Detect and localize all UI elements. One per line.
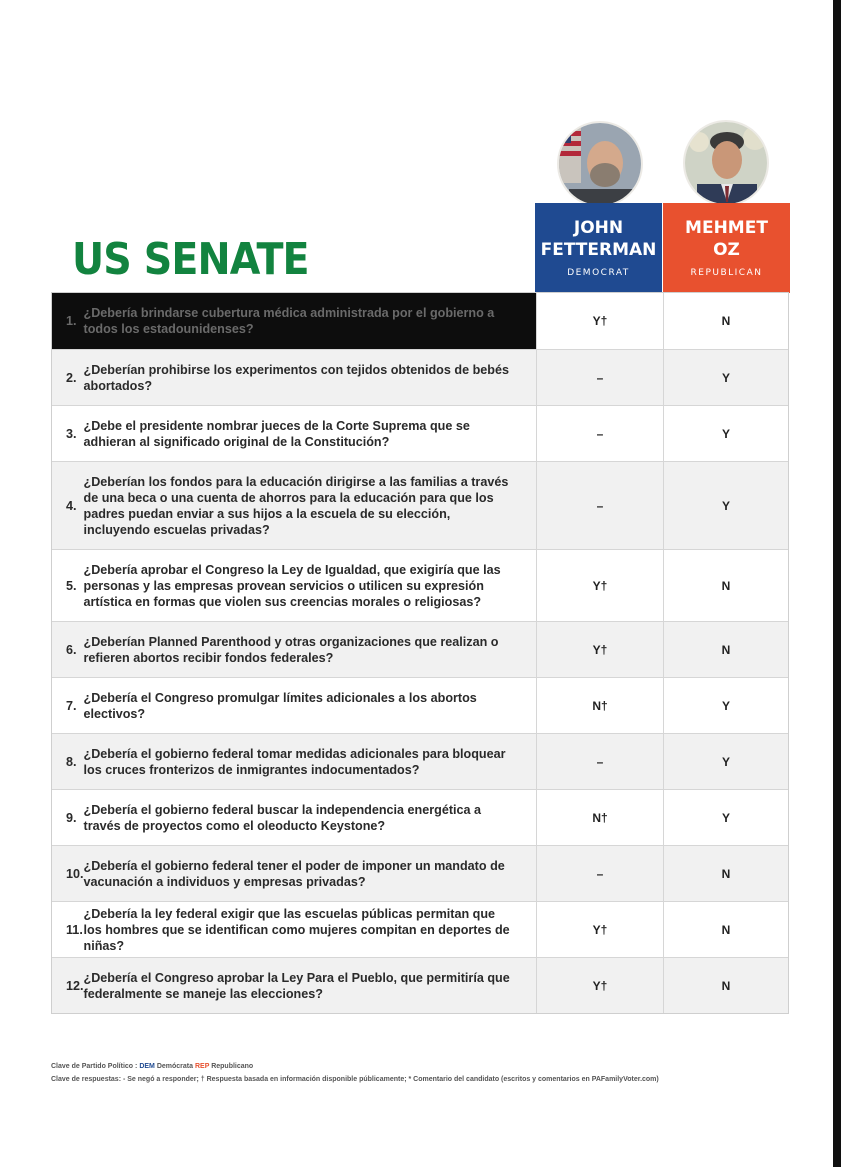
party-key (51, 1063, 253, 1070)
fetterman-photo (557, 121, 643, 207)
question-text: ¿Debería el Congreso aprobar la Ley Para el Pueblo, que permitiría que federalmente se maneje las elecciones? (83, 970, 510, 1001)
republican-answer: Y (663, 406, 788, 461)
question-number: 9. (66, 810, 77, 825)
question-cell (52, 406, 536, 461)
page-edge-bar (833, 0, 841, 1167)
table-row (52, 733, 788, 789)
question-cell (52, 462, 536, 549)
question-number: 3. (66, 426, 77, 441)
question-cell (52, 790, 536, 845)
candidate-party: REPUBLICAN (690, 268, 763, 278)
party-rep-text: Republicano (211, 1063, 254, 1070)
question-text: ¿Debería el Congreso promulgar límites adicionales a los abortos electivos? (83, 690, 477, 721)
question-cell (52, 550, 536, 621)
democrat-answer: Y† (536, 550, 663, 621)
democrat-answer: Y† (536, 958, 663, 1013)
table-row (52, 549, 788, 621)
republican-answer: N (663, 902, 788, 957)
party-dem-code: DEM (139, 1063, 155, 1070)
democrat-answer: Y† (536, 902, 663, 957)
candidate-name: MEHMET OZ (685, 218, 768, 260)
table-row (52, 901, 788, 957)
republican-answer: Y (663, 462, 788, 549)
republican-answer: N (663, 550, 788, 621)
table-row (52, 461, 788, 549)
table-row (52, 845, 788, 901)
table-row (52, 957, 788, 1013)
question-text: ¿Deberían los fondos para la educación dirigirse a las familias a través de una beca o una cuenta de ahorros para la educación para que los padres puedan enviar a sus hijos a la escuela de su elección, incluyendo escuelas privadas? (83, 474, 509, 537)
question-cell (52, 350, 536, 405)
republican-answer: N (663, 622, 788, 677)
democrat-answer: – (536, 350, 663, 405)
question-cell (52, 678, 536, 733)
question-text: ¿Debería el gobierno federal tener el poder de imponer un mandato de vacunación a individuos y empresas privadas? (83, 858, 505, 889)
question-cell (52, 734, 536, 789)
question-number: 1. (66, 314, 77, 328)
candidate-header-republican (663, 203, 790, 293)
republican-answer: N (663, 846, 788, 901)
republican-answer: N (663, 293, 788, 349)
question-number: 2. (66, 370, 77, 385)
democrat-answer: – (536, 462, 663, 549)
question-text: ¿Debe el presidente nombrar jueces de la Corte Suprema que se adhieran al significado original de la Constitución? (83, 418, 470, 449)
democrat-answer: – (536, 846, 663, 901)
republican-answer: Y (663, 734, 788, 789)
question-number: 6. (66, 642, 77, 657)
question-number: 11. (66, 922, 83, 937)
question-number: 8. (66, 754, 77, 769)
question-number: 4. (66, 498, 77, 513)
survey-table (51, 292, 789, 1014)
democrat-answer: – (536, 406, 663, 461)
question-number: 5. (66, 578, 77, 593)
question-number: 12. (66, 978, 84, 993)
question-cell (52, 902, 536, 957)
table-row (52, 293, 788, 349)
question-text: ¿Debería la ley federal exigir que las escuelas públicas permitan que los hombres que se identifican como mujeres compitan en deportes de niñas? (83, 906, 510, 953)
party-dem-text: Demócrata (156, 1063, 194, 1070)
question-text: ¿Debería el gobierno federal tomar medidas adicionales para bloquear los cruces fronterizos de inmigrantes indocumentados? (83, 746, 506, 777)
table-row (52, 405, 788, 461)
question-cell (52, 958, 536, 1013)
party-rep-code: REP (194, 1063, 210, 1070)
candidate-name: JOHN FETTERMAN (540, 218, 657, 260)
republican-answer: Y (663, 350, 788, 405)
republican-answer: N (663, 958, 788, 1013)
question-text: ¿Deberían Planned Parenthood y otras organizaciones que realizan o refieren abortos recibir fondos federales? (83, 634, 499, 665)
table-row (52, 677, 788, 733)
table-row (52, 621, 788, 677)
party-key-label: Clave de Partido Político : (51, 1063, 138, 1070)
oz-photo (683, 120, 769, 206)
candidate-party: DEMOCRAT (567, 268, 630, 278)
question-cell (52, 846, 536, 901)
question-number: 10. (66, 866, 84, 881)
question-cell (52, 293, 536, 349)
question-cell (52, 622, 536, 677)
candidate-header-democrat (535, 203, 662, 293)
answer-key: Clave de respuestas: - Se negó a responder; † Respuesta basada en información disponible públicamente; * Comentario del candidato (escritos y comentarios en PAFamilyVoter.com) (51, 1076, 659, 1083)
question-text: ¿Debería el gobierno federal buscar la independencia energética a través de proyectos como el oleoducto Keystone? (83, 802, 482, 833)
democrat-answer: N† (536, 678, 663, 733)
page-title: US SENATE (72, 234, 309, 285)
democrat-answer: N† (536, 790, 663, 845)
question-number: 7. (66, 698, 77, 713)
democrat-answer: – (536, 734, 663, 789)
republican-answer: Y (663, 790, 788, 845)
democrat-answer: Y† (536, 293, 663, 349)
democrat-answer: Y† (536, 622, 663, 677)
republican-answer: Y (663, 678, 788, 733)
question-text: ¿Debería aprobar el Congreso la Ley de Igualdad, que exigiría que las personas y las empresas provean servicios o utilicen su expresión artística en formas que violen sus creencias morales o religiosas? (83, 562, 501, 609)
question-text: ¿Debería brindarse cubertura médica administrada por el gobierno a todos los estadounidenses? (83, 306, 495, 336)
question-text: ¿Deberían prohibirse los experimentos con tejidos obtenidos de bebés abortados? (83, 362, 509, 393)
table-row (52, 349, 788, 405)
table-row (52, 789, 788, 845)
